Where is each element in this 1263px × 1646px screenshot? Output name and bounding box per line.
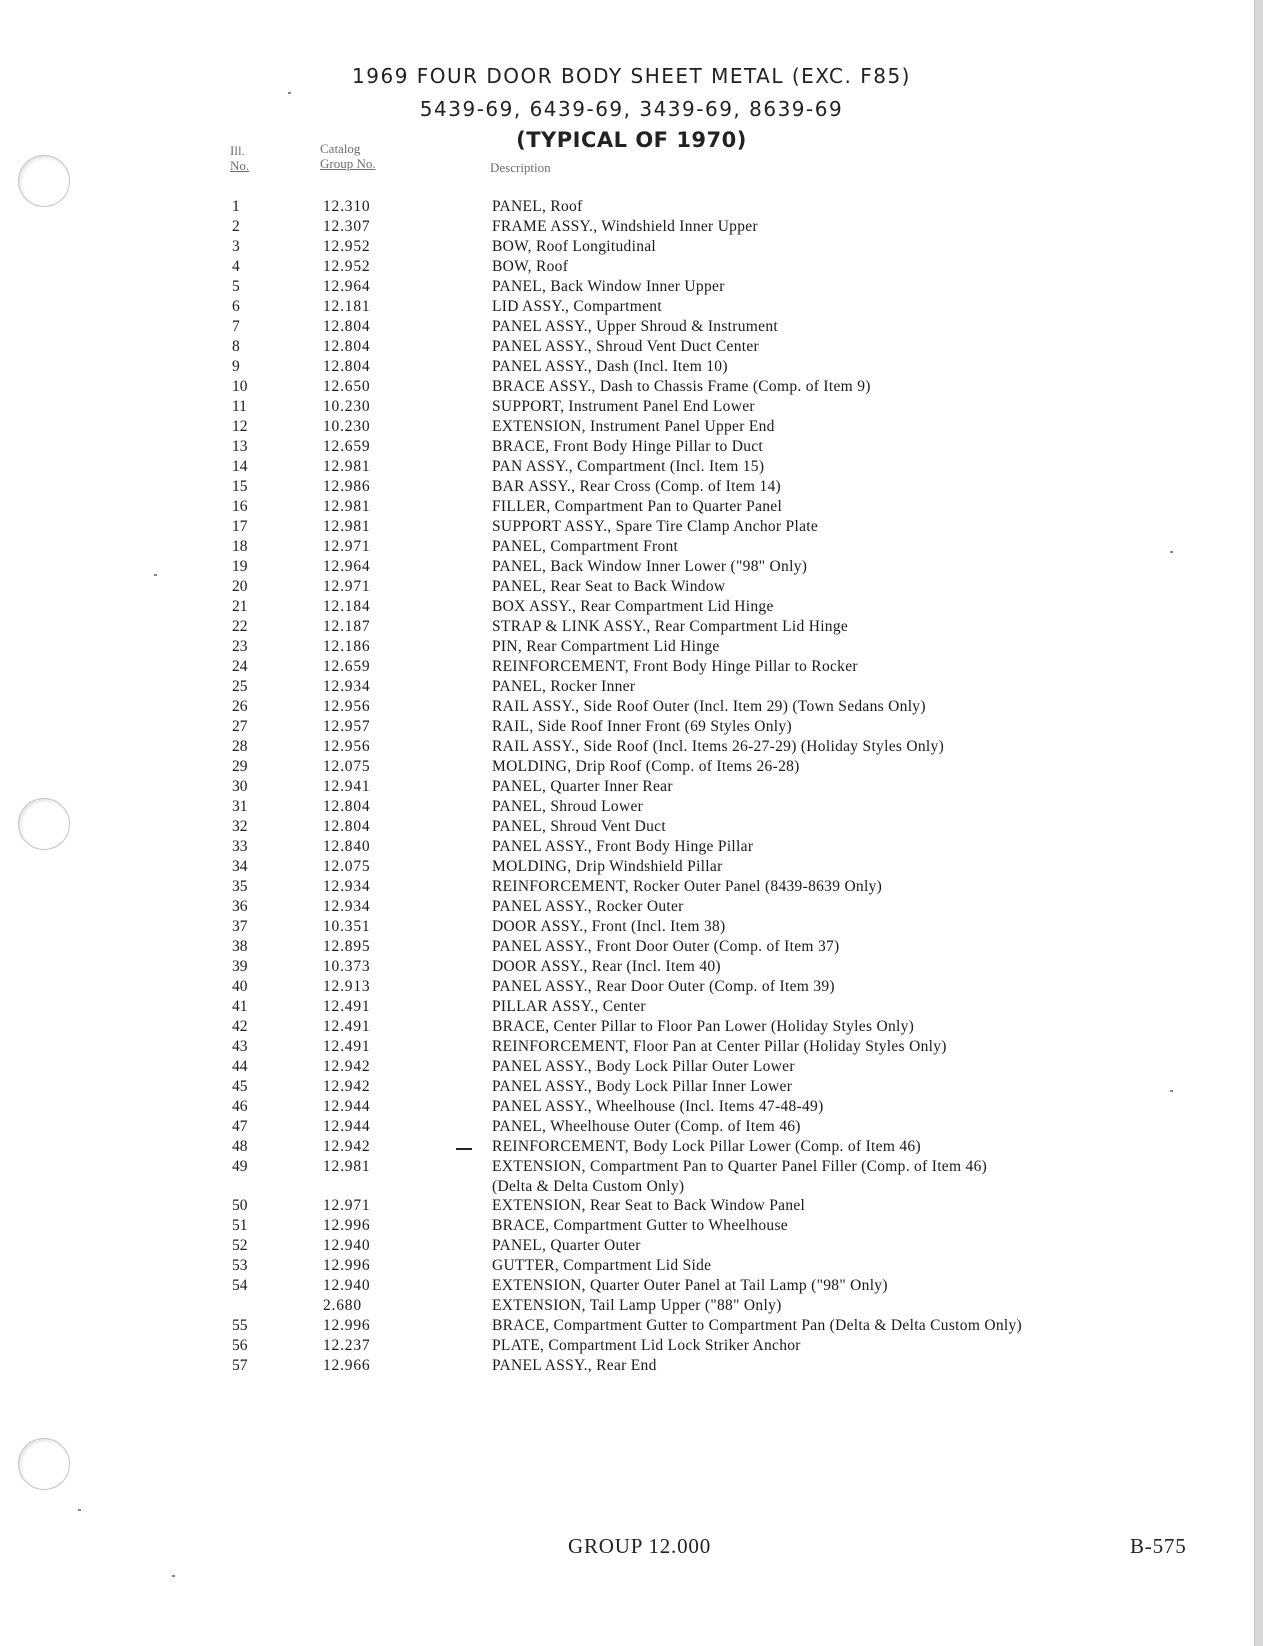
- ill-number: 3: [232, 238, 240, 255]
- ill-number: 9: [232, 358, 240, 375]
- ill-number: 11: [232, 398, 247, 415]
- part-description: PILLAR ASSY., Center: [492, 998, 646, 1015]
- ill-number: 30: [232, 778, 248, 795]
- part-description: PANEL, Wheelhouse Outer (Comp. of Item 46): [492, 1118, 801, 1135]
- catalog-group-number: 12.981: [323, 458, 371, 475]
- ill-number: 21: [232, 598, 248, 615]
- table-row: [0, 1237, 1263, 1257]
- ill-number: 43: [232, 1038, 248, 1055]
- catalog-group-number: 12.996: [323, 1257, 371, 1274]
- ill-number: 12: [232, 418, 248, 435]
- part-description: (Delta & Delta Custom Only): [492, 1178, 685, 1195]
- group-footer: GROUP 12.000: [568, 1534, 712, 1558]
- part-description: REINFORCEMENT, Front Body Hinge Pillar to Rocker: [492, 658, 858, 675]
- part-description: PANEL, Shroud Lower: [492, 798, 644, 815]
- scan-speck: [78, 1509, 81, 1511]
- ill-number: 40: [232, 978, 248, 995]
- ill-number: 8: [232, 338, 240, 355]
- catalog-group-number: 12.942: [323, 1058, 371, 1075]
- part-description: PANEL, Shroud Vent Duct: [492, 818, 666, 835]
- catalog-group-number: 12.940: [323, 1237, 371, 1254]
- catalog-group-number: 10.230: [323, 418, 371, 435]
- page-subtitle-styles: 5439-69, 6439-69, 3439-69, 8639-69: [419, 97, 844, 121]
- part-description: PANEL ASSY., Upper Shroud & Instrument: [492, 318, 778, 335]
- table-row: [0, 938, 1263, 958]
- table-row: [0, 878, 1263, 898]
- part-description: PANEL, Rocker Inner: [492, 678, 636, 695]
- column-header-catalog-line1: Catalog: [320, 141, 361, 156]
- scan-speck: [1170, 551, 1173, 553]
- catalog-group-number: 12.942: [323, 1078, 371, 1095]
- ill-number: 54: [232, 1277, 248, 1294]
- ill-number: 49: [232, 1158, 248, 1175]
- table-row: [0, 1118, 1263, 1138]
- table-row: [0, 718, 1263, 738]
- table-row: [0, 638, 1263, 658]
- catalog-group-number: 12.971: [323, 538, 371, 555]
- catalog-group-number: 12.659: [323, 438, 371, 455]
- part-description: BOW, Roof: [492, 258, 569, 275]
- catalog-group-number: 12.971: [323, 1197, 371, 1214]
- table-row: [0, 1178, 1263, 1197]
- table-row: [0, 858, 1263, 878]
- part-description: GUTTER, Compartment Lid Side: [492, 1257, 712, 1274]
- catalog-group-number: 12.934: [323, 678, 371, 695]
- table-row: [0, 1297, 1263, 1317]
- part-description: MOLDING, Drip Roof (Comp. of Items 26-28): [492, 758, 800, 775]
- table-row: [0, 1158, 1263, 1178]
- catalog-group-number: 12.981: [323, 518, 371, 535]
- ill-number: 4: [232, 258, 240, 275]
- part-description: PANEL ASSY., Rear Door Outer (Comp. of Item 39): [492, 978, 835, 995]
- part-description: PLATE, Compartment Lid Lock Striker Anchor: [492, 1337, 801, 1354]
- catalog-group-number: 10.373: [323, 958, 371, 975]
- ill-number: 2: [232, 218, 240, 235]
- table-row: [0, 1197, 1263, 1217]
- table-row: [0, 958, 1263, 978]
- catalog-group-number: 12.491: [323, 1018, 371, 1035]
- catalog-group-number: 12.307: [323, 218, 371, 235]
- part-description: DOOR ASSY., Rear (Incl. Item 40): [492, 958, 721, 975]
- table-row: [0, 398, 1263, 418]
- ill-number: 42: [232, 1018, 248, 1035]
- margin-dash: [456, 1148, 472, 1150]
- catalog-group-number: 12.981: [323, 1158, 371, 1175]
- table-row: [0, 1138, 1263, 1158]
- scan-speck: [172, 1575, 175, 1577]
- ill-number: 6: [232, 298, 240, 315]
- table-row: [0, 538, 1263, 558]
- table-row: [0, 358, 1263, 378]
- catalog-group-number: 12.996: [323, 1317, 371, 1334]
- table-row: [0, 978, 1263, 998]
- table-row: [0, 198, 1263, 218]
- part-description: PANEL, Compartment Front: [492, 538, 679, 555]
- catalog-group-number: 12.996: [323, 1217, 371, 1234]
- catalog-group-number: 12.952: [323, 238, 371, 255]
- ill-number: 46: [232, 1098, 248, 1115]
- catalog-group-number: 12.650: [323, 378, 371, 395]
- ill-number: 22: [232, 618, 248, 635]
- catalog-group-number: 12.186: [323, 638, 371, 655]
- ill-number: 55: [232, 1317, 248, 1334]
- ill-number: 35: [232, 878, 248, 895]
- part-description: FILLER, Compartment Pan to Quarter Panel: [492, 498, 783, 515]
- ill-number: 53: [232, 1257, 248, 1274]
- column-header-catalog-line2: Group No.: [320, 156, 376, 171]
- ill-number: 47: [232, 1118, 248, 1135]
- part-description: PANEL, Back Window Inner Lower ("98" Only): [492, 558, 808, 575]
- part-description: PANEL, Quarter Outer: [492, 1237, 641, 1254]
- part-description: PANEL ASSY., Rear End: [492, 1357, 657, 1374]
- catalog-group-number: 2.680: [323, 1297, 362, 1314]
- ill-number: 41: [232, 998, 248, 1015]
- ill-number: 29: [232, 758, 248, 775]
- part-description: BRACE, Front Body Hinge Pillar to Duct: [492, 438, 764, 455]
- part-description: PIN, Rear Compartment Lid Hinge: [492, 638, 720, 655]
- table-row: [0, 258, 1263, 278]
- catalog-group-number: 12.944: [323, 1118, 371, 1135]
- ill-number: 23: [232, 638, 248, 655]
- catalog-group-number: 12.491: [323, 1038, 371, 1055]
- catalog-group-number: 12.895: [323, 938, 371, 955]
- column-header-ill-line2: No.: [230, 158, 250, 173]
- catalog-group-number: 12.804: [323, 318, 371, 335]
- catalog-group-number: 12.956: [323, 738, 371, 755]
- part-description: SUPPORT ASSY., Spare Tire Clamp Anchor Plate: [492, 518, 819, 535]
- part-description: PANEL ASSY., Body Lock Pillar Inner Lower: [492, 1078, 793, 1095]
- table-row: [0, 1257, 1263, 1277]
- part-description: BOX ASSY., Rear Compartment Lid Hinge: [492, 598, 774, 615]
- table-row: [0, 698, 1263, 718]
- part-description: EXTENSION, Quarter Outer Panel at Tail Lamp ("98" Only): [492, 1277, 888, 1294]
- table-row: [0, 518, 1263, 538]
- catalog-group-number: 12.942: [323, 1138, 371, 1155]
- table-row: [0, 918, 1263, 938]
- part-description: STRAP & LINK ASSY., Rear Compartment Lid Hinge: [492, 618, 849, 635]
- table-row: [0, 1337, 1263, 1357]
- catalog-group-number: 12.940: [323, 1277, 371, 1294]
- table-row: [0, 1078, 1263, 1098]
- table-row: [0, 798, 1263, 818]
- table-row: [0, 838, 1263, 858]
- catalog-group-number: 12.659: [323, 658, 371, 675]
- ill-number: 20: [232, 578, 248, 595]
- catalog-group-number: 12.964: [323, 278, 371, 295]
- part-description: FRAME ASSY., Windshield Inner Upper: [492, 218, 758, 235]
- table-row: [0, 418, 1263, 438]
- ill-number: 34: [232, 858, 248, 875]
- table-row: [0, 578, 1263, 598]
- table-row: [0, 1317, 1263, 1337]
- part-description: BAR ASSY., Rear Cross (Comp. of Item 14): [492, 478, 782, 495]
- part-description: RAIL, Side Roof Inner Front (69 Styles Only): [492, 718, 792, 735]
- ill-number: 36: [232, 898, 248, 915]
- part-description: SUPPORT, Instrument Panel End Lower: [492, 398, 755, 415]
- part-description: BRACE, Center Pillar to Floor Pan Lower (Holiday Styles Only): [492, 1018, 915, 1035]
- part-description: PANEL ASSY., Front Door Outer (Comp. of Item 37): [492, 938, 840, 955]
- catalog-group-number: 12.075: [323, 858, 371, 875]
- ill-number: 15: [232, 478, 248, 495]
- ill-number: 25: [232, 678, 248, 695]
- ill-number: 1: [232, 198, 240, 215]
- part-description: EXTENSION, Instrument Panel Upper End: [492, 418, 775, 435]
- part-description: REINFORCEMENT, Rocker Outer Panel (8439-8639 Only): [492, 878, 883, 895]
- ill-number: 13: [232, 438, 248, 455]
- column-header-description: Description: [490, 160, 551, 175]
- ill-number: 26: [232, 698, 248, 715]
- catalog-group-number: 12.491: [323, 998, 371, 1015]
- catalog-group-number: 12.310: [323, 198, 371, 215]
- binder-hole-bottom: [18, 1438, 70, 1490]
- table-row: [0, 498, 1263, 518]
- part-description: REINFORCEMENT, Body Lock Pillar Lower (Comp. of Item 46): [492, 1138, 921, 1155]
- table-row: [0, 1357, 1263, 1377]
- part-description: PANEL, Roof: [492, 198, 583, 215]
- ill-number: 52: [232, 1237, 248, 1254]
- table-row: [0, 598, 1263, 618]
- ill-number: 24: [232, 658, 248, 675]
- catalog-group-number: 12.187: [323, 618, 371, 635]
- part-description: BRACE, Compartment Gutter to Wheelhouse: [492, 1217, 788, 1234]
- part-description: PANEL ASSY., Wheelhouse (Incl. Items 47-48-49): [492, 1098, 824, 1115]
- part-description: EXTENSION, Rear Seat to Back Window Panel: [492, 1197, 806, 1214]
- catalog-group-number: 12.966: [323, 1357, 371, 1374]
- part-description: RAIL ASSY., Side Roof Outer (Incl. Item 29) (Town Sedans Only): [492, 698, 926, 715]
- ill-number: 31: [232, 798, 248, 815]
- scan-speck: [1170, 1090, 1173, 1092]
- part-description: LID ASSY., Compartment: [492, 298, 662, 315]
- part-description: MOLDING, Drip Windshield Pillar: [492, 858, 723, 875]
- part-description: PANEL ASSY., Shroud Vent Duct Center: [492, 338, 760, 355]
- table-row: [0, 758, 1263, 778]
- part-description: PANEL, Rear Seat to Back Window: [492, 578, 726, 595]
- table-row: [0, 558, 1263, 578]
- table-row: [0, 658, 1263, 678]
- catalog-group-number: 12.957: [323, 718, 371, 735]
- ill-number: 44: [232, 1058, 248, 1075]
- catalog-group-number: 12.986: [323, 478, 371, 495]
- ill-number: 17: [232, 518, 248, 535]
- part-description: BRACE, Compartment Gutter to Compartment Pan (Delta & Delta Custom Only): [492, 1317, 1023, 1334]
- ill-number: 27: [232, 718, 248, 735]
- table-row: [0, 1098, 1263, 1118]
- page-subtitle-typical: (TYPICAL OF 1970): [516, 128, 747, 152]
- part-description: EXTENSION, Compartment Pan to Quarter Panel Filler (Comp. of Item 46): [492, 1158, 988, 1175]
- part-description: PANEL, Quarter Inner Rear: [492, 778, 673, 795]
- ill-number: 33: [232, 838, 248, 855]
- scan-speck: [288, 92, 291, 94]
- table-row: [0, 818, 1263, 838]
- part-description: BRACE ASSY., Dash to Chassis Frame (Comp. of Item 9): [492, 378, 871, 395]
- catalog-group-number: 12.075: [323, 758, 371, 775]
- part-description: RAIL ASSY., Side Roof (Incl. Items 26-27-29) (Holiday Styles Only): [492, 738, 945, 755]
- part-description: REINFORCEMENT, Floor Pan at Center Pillar (Holiday Styles Only): [492, 1038, 947, 1055]
- ill-number: 45: [232, 1078, 248, 1095]
- ill-number: 48: [232, 1138, 248, 1155]
- table-row: [0, 998, 1263, 1018]
- table-row: [0, 318, 1263, 338]
- table-row: [0, 1018, 1263, 1038]
- ill-number: 32: [232, 818, 248, 835]
- table-row: [0, 378, 1263, 398]
- part-description: PANEL ASSY., Front Body Hinge Pillar: [492, 838, 754, 855]
- table-row: [0, 1217, 1263, 1237]
- catalog-group-number: 12.944: [323, 1098, 371, 1115]
- catalog-group-number: 12.964: [323, 558, 371, 575]
- catalog-group-number: 10.230: [323, 398, 371, 415]
- ill-number: 56: [232, 1337, 248, 1354]
- part-description: EXTENSION, Tail Lamp Upper ("88" Only): [492, 1297, 782, 1314]
- table-row: [0, 1058, 1263, 1078]
- part-description: PANEL ASSY., Body Lock Pillar Outer Lower: [492, 1058, 795, 1075]
- ill-number: 50: [232, 1197, 248, 1214]
- catalog-group-number: 12.934: [323, 898, 371, 915]
- ill-number: 10: [232, 378, 248, 395]
- part-description: BOW, Roof Longitudinal: [492, 238, 657, 255]
- table-row: [0, 238, 1263, 258]
- ill-number: 37: [232, 918, 248, 935]
- table-row: [0, 278, 1263, 298]
- table-row: [0, 338, 1263, 358]
- column-header-ill-line1: Ill.: [230, 143, 245, 158]
- table-row: [0, 898, 1263, 918]
- catalog-group-number: 12.840: [323, 838, 371, 855]
- ill-number: 57: [232, 1357, 248, 1374]
- table-row: [0, 678, 1263, 698]
- table-row: [0, 1038, 1263, 1058]
- catalog-group-number: 12.952: [323, 258, 371, 275]
- scan-speck: [154, 574, 157, 576]
- column-header-catalog: [320, 141, 376, 171]
- catalog-group-number: 10.351: [323, 918, 371, 935]
- part-description: PAN ASSY., Compartment (Incl. Item 15): [492, 458, 765, 475]
- ill-number: 5: [232, 278, 240, 295]
- ill-number: 7: [232, 318, 240, 335]
- catalog-group-number: 12.971: [323, 578, 371, 595]
- ill-number: 14: [232, 458, 248, 475]
- table-row: [0, 1277, 1263, 1297]
- catalog-group-number: 12.804: [323, 358, 371, 375]
- part-description: PANEL, Back Window Inner Upper: [492, 278, 725, 295]
- page-title: 1969 FOUR DOOR BODY SHEET METAL (EXC. F85): [352, 64, 911, 88]
- page-number: B-575: [1130, 1534, 1187, 1558]
- parts-list: [0, 198, 1263, 1377]
- ill-number: 16: [232, 498, 248, 515]
- catalog-group-number: 12.981: [323, 498, 371, 515]
- ill-number: 38: [232, 938, 248, 955]
- ill-number: 39: [232, 958, 248, 975]
- catalog-group-number: 12.184: [323, 598, 371, 615]
- catalog-group-number: 12.804: [323, 338, 371, 355]
- column-header-ill-no: [230, 143, 249, 173]
- ill-number: 28: [232, 738, 248, 755]
- catalog-group-number: 12.941: [323, 778, 371, 795]
- table-row: [0, 618, 1263, 638]
- table-row: [0, 478, 1263, 498]
- table-row: [0, 438, 1263, 458]
- part-description: PANEL ASSY., Rocker Outer: [492, 898, 684, 915]
- catalog-group-number: 12.804: [323, 798, 371, 815]
- table-row: [0, 218, 1263, 238]
- part-description: PANEL ASSY., Dash (Incl. Item 10): [492, 358, 728, 375]
- table-row: [0, 298, 1263, 318]
- table-row: [0, 778, 1263, 798]
- ill-number: 18: [232, 538, 248, 555]
- ill-number: 19: [232, 558, 248, 575]
- catalog-group-number: 12.956: [323, 698, 371, 715]
- catalog-group-number: 12.181: [323, 298, 371, 315]
- part-description: DOOR ASSY., Front (Incl. Item 38): [492, 918, 726, 935]
- table-row: [0, 458, 1263, 478]
- table-row: [0, 738, 1263, 758]
- catalog-group-number: 12.237: [323, 1337, 371, 1354]
- catalog-group-number: 12.913: [323, 978, 371, 995]
- catalog-group-number: 12.934: [323, 878, 371, 895]
- ill-number: 51: [232, 1217, 248, 1234]
- catalog-group-number: 12.804: [323, 818, 371, 835]
